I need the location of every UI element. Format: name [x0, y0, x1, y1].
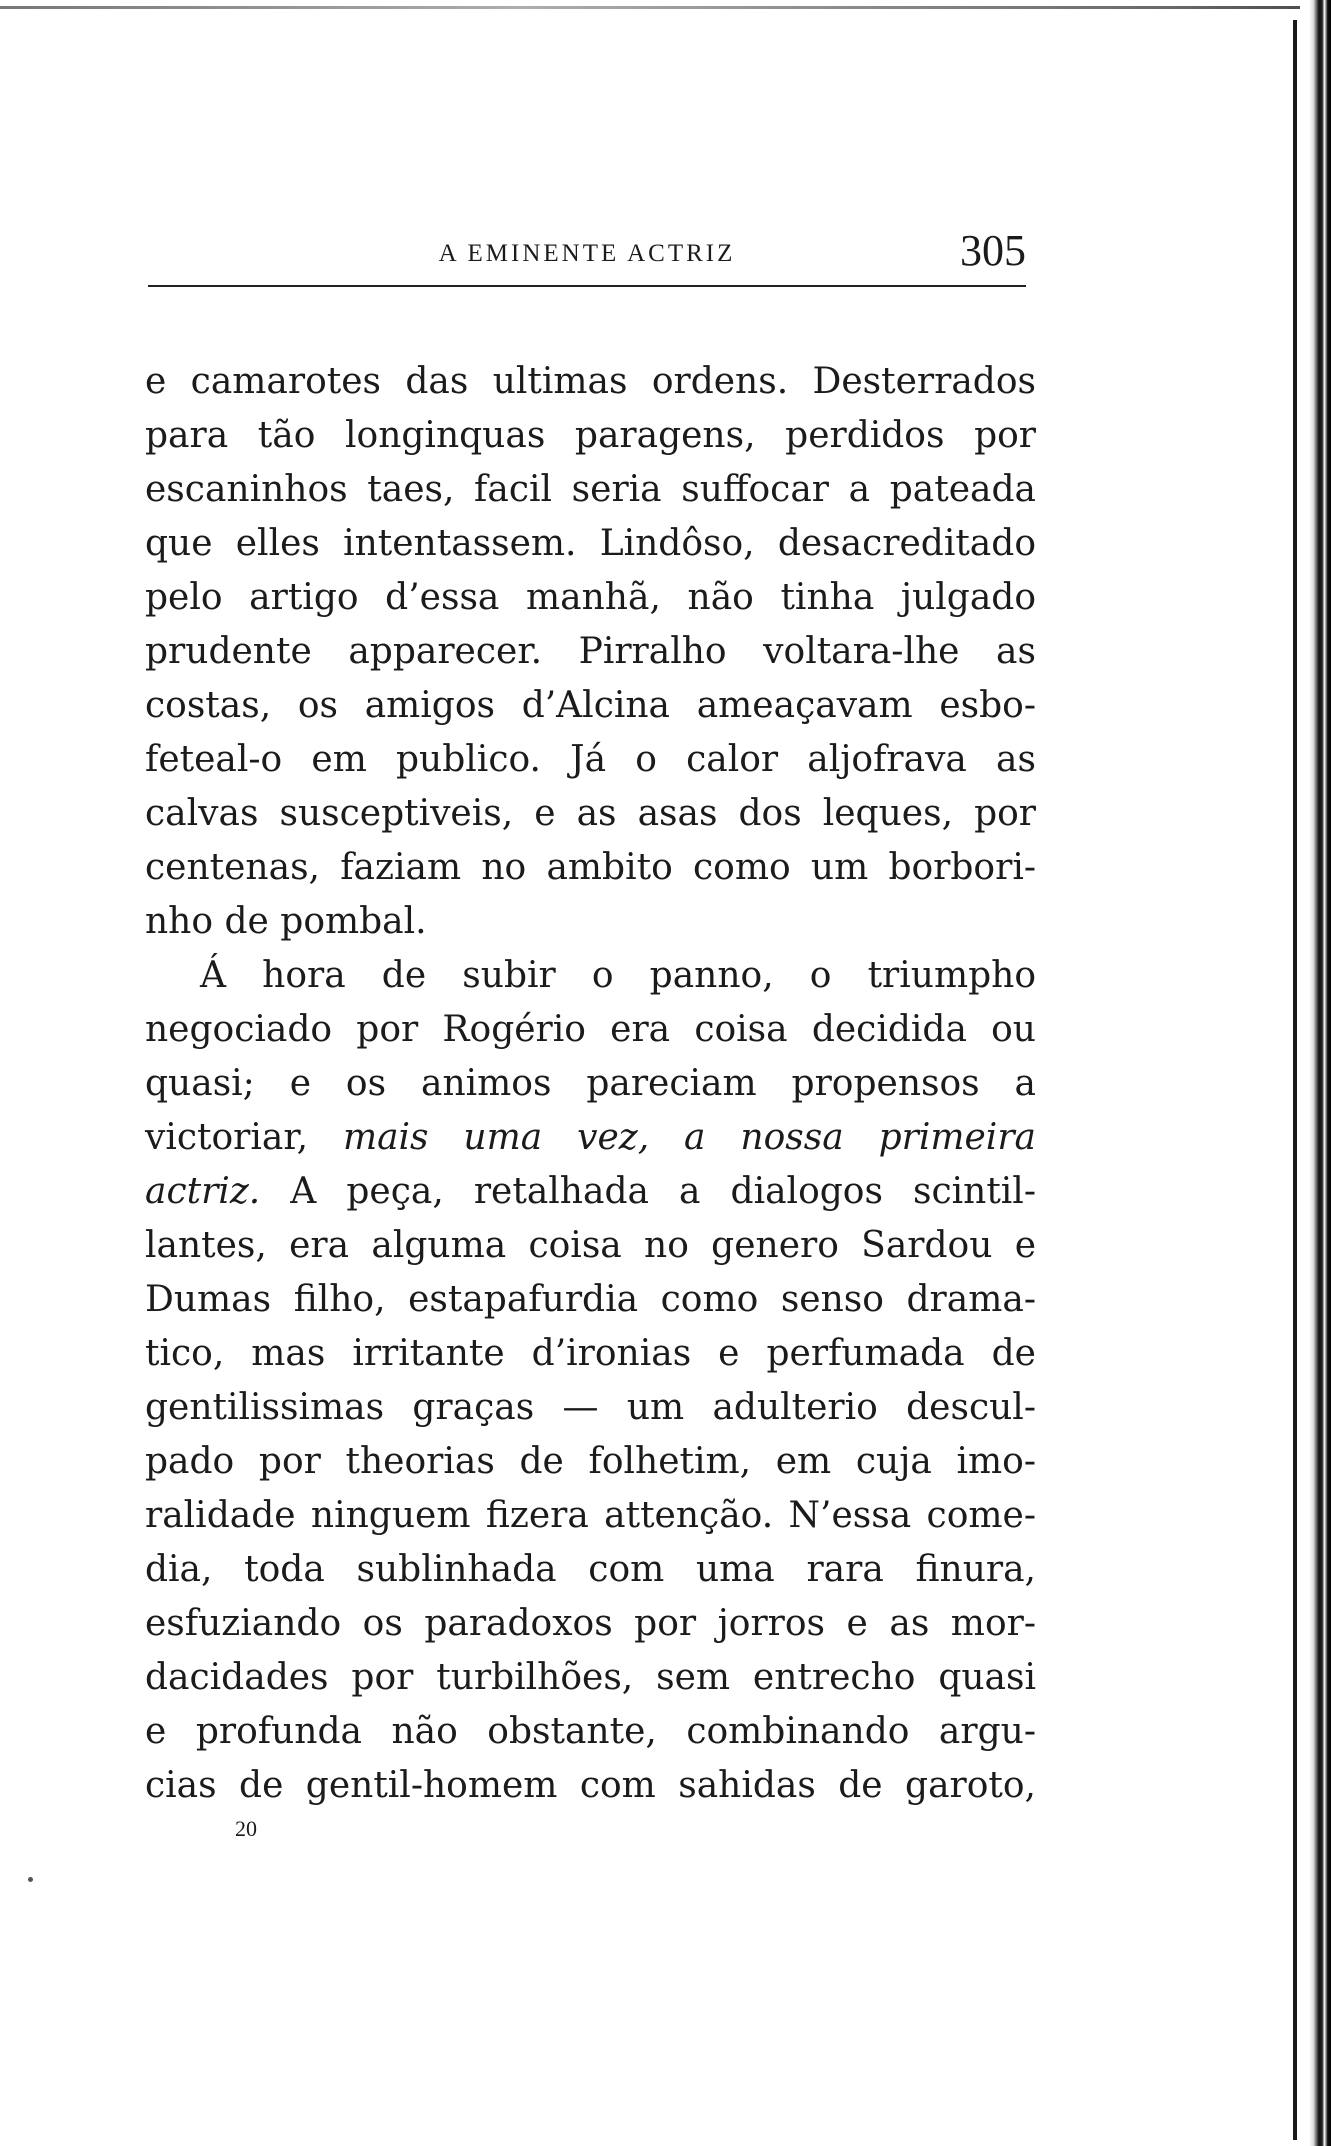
text-line: e camarotes das ultimas ordens. Desterrados — [145, 361, 1036, 402]
scan-speck — [28, 1877, 33, 1882]
text-line: feteal-o em publico. Já o calor aljofrava as — [145, 739, 1036, 780]
page-number: 305 — [960, 226, 1026, 275]
text-line: pelo artigo d’essa manhã, não tinha julgado — [145, 577, 1036, 618]
text-line: tico, mas irritante d’ironias e perfumada de — [145, 1333, 1036, 1374]
paragraph-start-line: Á hora de subir o panno, o triumpho — [200, 955, 1036, 996]
scan-edge-top — [0, 6, 1300, 9]
body-text — [145, 355, 1036, 1813]
text-line: para tão longinquas paragens, perdidos por — [145, 415, 1036, 456]
text-line: pado por theorias de folhetim, em cuja imo- — [145, 1441, 1036, 1482]
running-head: A EMINENTE ACTRIZ — [438, 240, 736, 267]
text-line-mixed — [145, 1111, 1036, 1165]
text-line: gentilissimas graças — um adulterio descul- — [145, 1387, 1036, 1428]
text-line: dia, toda sublinhada com uma rara finura, — [145, 1549, 1036, 1590]
signature-mark: 20 — [235, 1816, 257, 1841]
text-line: esfuziando os paradoxos por jorros e as mor- — [145, 1603, 1036, 1644]
paragraph-end-line: nho de pombal. — [145, 901, 427, 942]
text-line: centenas, faziam no ambito como um borbori- — [145, 847, 1036, 888]
text-line: calvas susceptiveis, e as asas dos leques, por — [145, 793, 1036, 834]
text-line: lantes, era alguma coisa no genero Sardou e — [145, 1225, 1036, 1266]
scan-edge-right-inner — [1293, 20, 1297, 2140]
text-line: que elles intentassem. Lindôso, desacreditado — [145, 523, 1036, 564]
header-rule — [148, 285, 1026, 287]
italic-quote: mais uma vez, a nossa primeira — [342, 1117, 1036, 1158]
text-line-mixed — [145, 1165, 1036, 1219]
page-header — [148, 215, 1026, 279]
text-line: prudente apparecer. Pirralho voltara-lhe as — [145, 631, 1036, 672]
text-line: negociado por Rogério era coisa decidida ou — [145, 1009, 1036, 1050]
text-line: Dumas filho, estapafurdia como senso drama- — [145, 1279, 1036, 1320]
text-line: dacidades por turbilhões, sem entrecho quasi — [145, 1657, 1036, 1698]
text-line: escaninhos taes, facil seria suffocar a pateada — [145, 469, 1036, 510]
text-span: A peça, retalhada a dialogos scintil- — [260, 1171, 1036, 1212]
text-line: cias de gentil-homem com sahidas de garoto, — [145, 1765, 1036, 1806]
italic-quote: actriz. — [145, 1171, 261, 1212]
text-line: ralidade ninguem fizera attenção. N’essa come- — [145, 1495, 1036, 1536]
text-line: quasi; e os animos pareciam propensos a — [145, 1063, 1036, 1104]
text-line: e profunda não obstante, combinando argu- — [145, 1711, 1036, 1752]
scan-edge-right — [1309, 0, 1331, 2146]
text-line: costas, os amigos d’Alcina ameaçavam esbo- — [145, 685, 1036, 726]
text-span: victoriar, — [145, 1117, 343, 1158]
